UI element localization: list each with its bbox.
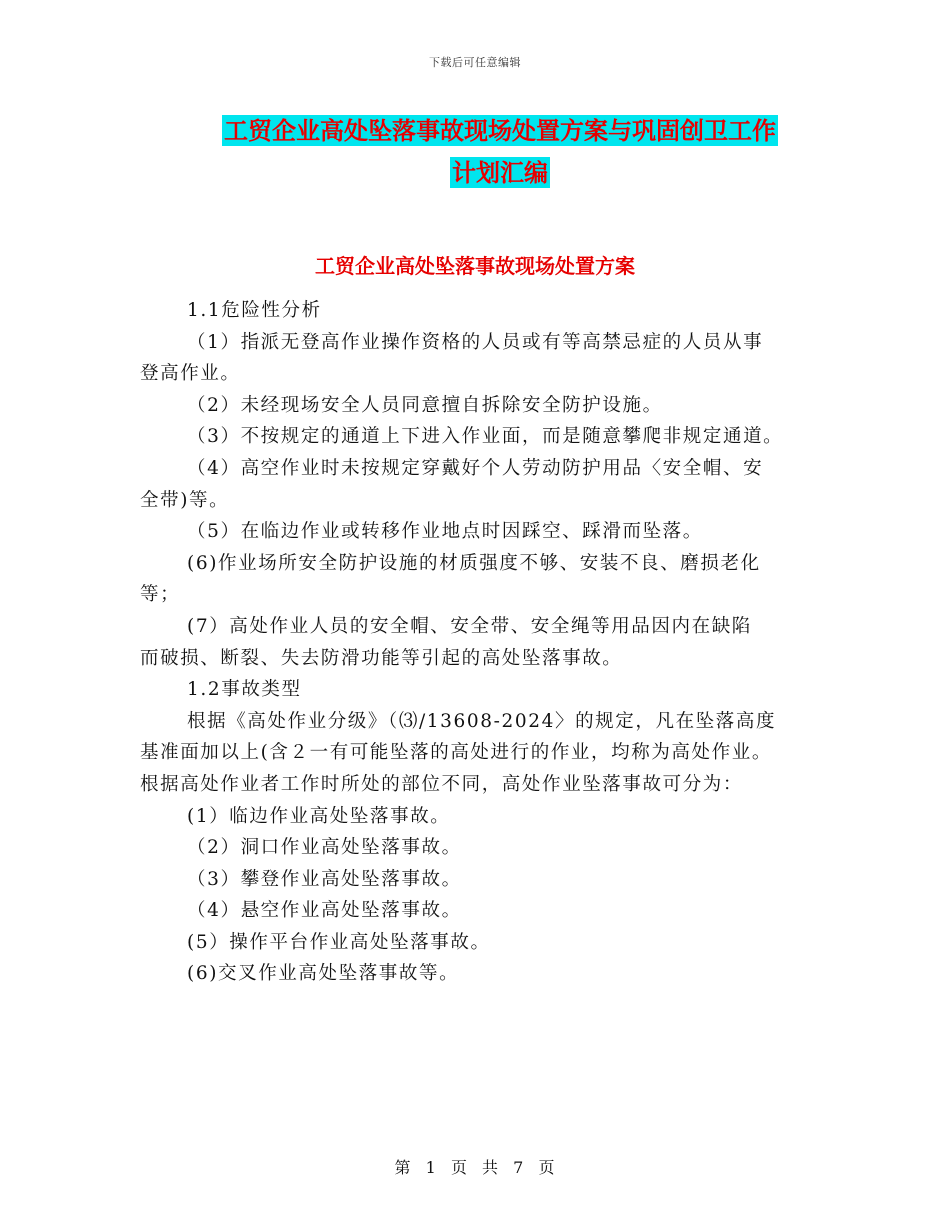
subheading-accident-types: 1.2事故类型 bbox=[187, 679, 302, 701]
paragraph-line: (6)作业场所安全防护设施的材质强度不够、安装不良、磨损老化 bbox=[187, 552, 761, 574]
footer-total-suffix: 页 bbox=[538, 1158, 556, 1177]
list-item: (6)交叉作业高处坠落事故等。 bbox=[187, 963, 460, 985]
paragraph-line: 等； bbox=[140, 584, 181, 606]
paragraph-line: 登高作业。 bbox=[140, 363, 241, 385]
paragraph-line: （3）不按规定的通道上下进入作业面，而是随意攀爬非规定通道。 bbox=[187, 426, 784, 448]
subheading-hazard-analysis: 1.1危险性分析 bbox=[187, 300, 322, 321]
page-footer bbox=[0, 1155, 950, 1178]
paragraph-line: （2）未经现场安全人员同意擅自拆除安全防护设施。 bbox=[187, 394, 663, 416]
list-item: (5）操作平台作业高处坠落事故。 bbox=[187, 931, 491, 953]
paragraph-line: 根据高处作业者工作时所处的部位不同，高处作业坠落事故可分为： bbox=[140, 773, 744, 795]
paragraph-line: （1）指派无登高作业操作资格的人员或有等高禁忌症的人员从事 bbox=[187, 331, 764, 353]
list-item: (1）临边作业高处坠落事故。 bbox=[187, 805, 451, 827]
list-item: （3）攀登作业高处坠落事故。 bbox=[187, 868, 462, 890]
list-item: （4）悬空作业高处坠落事故。 bbox=[187, 900, 462, 922]
footer-page-number: 1 bbox=[425, 1158, 437, 1177]
document-title-line-2: 计划汇编 bbox=[452, 158, 548, 187]
header-note: 下载后可任意编辑 bbox=[429, 56, 521, 69]
footer-total-pages: 7 bbox=[513, 1158, 525, 1177]
paragraph-line: 全带)等。 bbox=[140, 489, 230, 511]
paragraph-line: 根据《高处作业分级》（⑶/13608-2024〉的规定，凡在坠落高度 bbox=[187, 710, 777, 732]
document-body bbox=[140, 295, 820, 990]
footer-page-mid: 页 bbox=[450, 1158, 468, 1177]
paragraph-line: 而破损、断裂、失去防滑功能等引起的高处坠落事故。 bbox=[140, 647, 623, 669]
paragraph-line: （4）高空作业时未按规定穿戴好个人劳动防护用品〈安全帽、安 bbox=[187, 457, 764, 479]
document-title-line-1: 工贸企业高处坠落事故现场处置方案与巩固创卫工作 bbox=[224, 116, 776, 145]
document-title bbox=[120, 110, 880, 194]
footer-total-prefix: 共 bbox=[482, 1158, 500, 1177]
section-title: 工贸企业高处坠落事故现场处置方案 bbox=[315, 254, 635, 278]
paragraph-line: (7）高处作业人员的安全帽、安全带、安全绳等用品因内在缺陷 bbox=[187, 615, 752, 637]
footer-page-prefix: 第 bbox=[394, 1158, 412, 1177]
paragraph-line: （5）在临边作业或转移作业地点时因踩空、踩滑而坠落。 bbox=[187, 521, 703, 543]
list-item: （2）洞口作业高处坠落事故。 bbox=[187, 837, 462, 859]
paragraph-line: 基准面加以上(含２一有可能坠落的高处进行的作业，均称为高处作业。 bbox=[140, 742, 772, 764]
